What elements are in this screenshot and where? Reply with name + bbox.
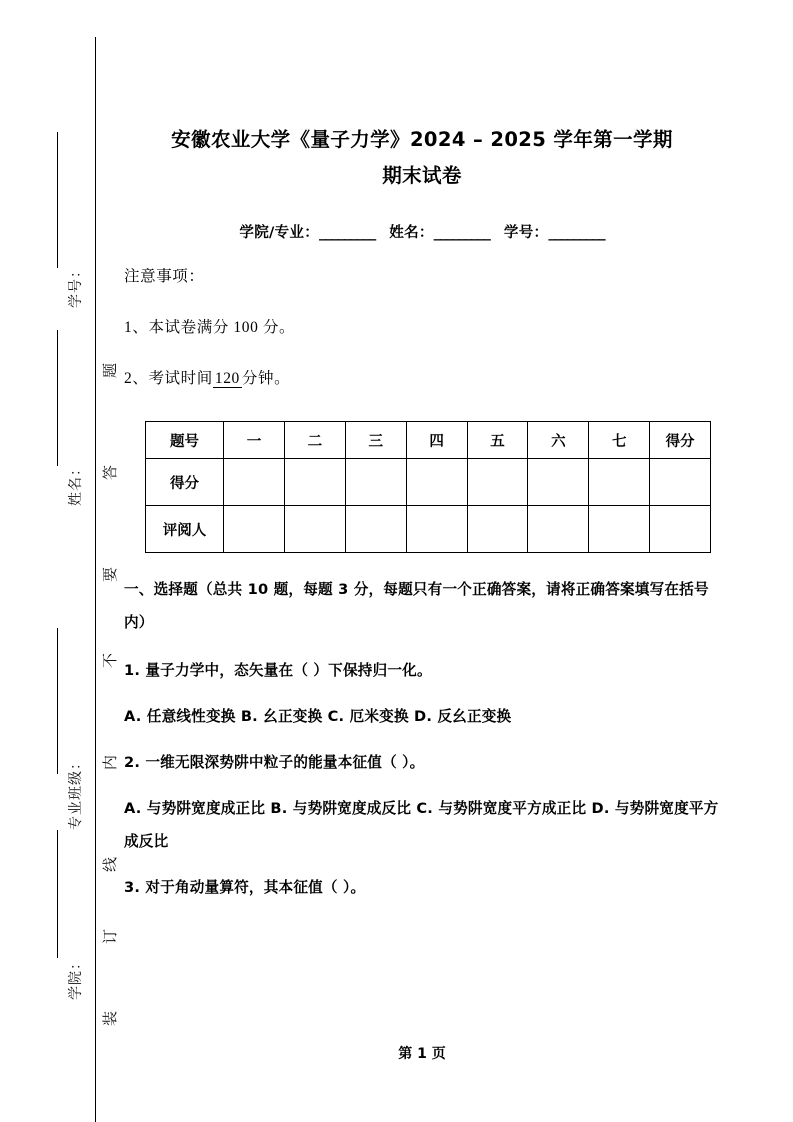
score-cell[interactable] xyxy=(467,459,528,506)
score-cell[interactable] xyxy=(528,459,589,506)
notes-item-2-suffix: 分钟。 xyxy=(241,370,291,387)
question-2-options: A. 与势阱宽度成正比 B. 与势阱宽度成反比 C. 与势阱宽度平方成正比 D. 与势阱宽度平方成反比 xyxy=(124,800,719,850)
document-body xyxy=(124,0,720,1122)
grader-cell[interactable] xyxy=(589,506,650,553)
question-1-stem: 1. 量子力学中，态矢量在（ ）下保持归一化。 xyxy=(124,662,432,679)
notes-heading: 注意事项： xyxy=(124,268,205,285)
grader-cell[interactable] xyxy=(650,506,711,553)
binding-vertical-rule xyxy=(95,37,96,1122)
notes-block xyxy=(124,268,720,387)
question-3-stem: 3. 对于角动量算符，其本征值（ ）。 xyxy=(124,879,366,896)
score-cell[interactable] xyxy=(224,459,285,506)
field-rule-college xyxy=(57,830,58,958)
score-table-col-header-3: 三 xyxy=(345,422,406,459)
score-cell[interactable] xyxy=(650,459,711,506)
binding-field-label-class: 专业班级： xyxy=(69,755,84,830)
name-field-blank[interactable]: _________ xyxy=(433,225,490,241)
field-rule-student-id xyxy=(57,132,58,268)
seal-line-char-ti: 题 xyxy=(103,361,119,378)
grader-cell[interactable] xyxy=(224,506,285,553)
seal-line-char-xian: 线 xyxy=(103,855,119,872)
binding-field-label-name: 姓名： xyxy=(69,461,84,506)
binding-field-label-college: 学院： xyxy=(69,955,84,1000)
seal-line-char-zhuang: 装 xyxy=(103,1009,119,1026)
page-title-line1: 安徽农业大学《量子力学》2024 – 2025 学年第一学期 xyxy=(171,128,673,151)
score-cell[interactable] xyxy=(284,459,345,506)
binding-field-label-student-id: 学号： xyxy=(69,263,84,308)
page-footer: 第 1 页 xyxy=(398,1046,446,1062)
seal-line-char-da: 答 xyxy=(103,463,119,480)
score-table-col-header-6: 六 xyxy=(528,422,589,459)
table-row xyxy=(146,459,711,506)
score-table-row-header-score: 得分 xyxy=(146,459,224,506)
notes-item-1: 1、本试卷满分 100 分。 xyxy=(124,319,296,336)
section-heading-multiple-choice: 一、选择题（总共 10 题，每题 3 分，每题只有一个正确答案，请将正确答案填写在括号内） xyxy=(124,581,709,631)
exam-duration-value: 120 xyxy=(214,370,240,387)
score-table-col-header-1: 一 xyxy=(224,422,285,459)
score-table-col-header-2: 二 xyxy=(284,422,345,459)
seal-line-char-nei: 内 xyxy=(103,753,119,770)
notes-item-2 xyxy=(124,370,720,387)
name-field-label: 姓名： xyxy=(389,225,434,241)
notes-item-2-prefix: 2、考试时间 xyxy=(124,370,213,387)
grader-cell[interactable] xyxy=(284,506,345,553)
grader-cell[interactable] xyxy=(406,506,467,553)
question-1-options: A. 任意线性变换 B. 幺正变换 C. 厄米变换 D. 反幺正变换 xyxy=(124,708,512,725)
student-id-field-label: 学号： xyxy=(503,225,549,241)
score-table-col-header-4: 四 xyxy=(406,422,467,459)
score-table-col-header-0: 题号 xyxy=(146,422,224,459)
student-id-field-blank[interactable]: _________ xyxy=(548,225,605,241)
score-cell[interactable] xyxy=(589,459,650,506)
seal-line-char-bu: 不 xyxy=(103,651,119,668)
score-table-row-header-grader: 评阅人 xyxy=(146,506,224,553)
student-info-fields xyxy=(124,221,720,242)
grader-cell[interactable] xyxy=(467,506,528,553)
seal-line-char-yao: 要 xyxy=(103,565,119,582)
score-table-col-header-5: 五 xyxy=(467,422,528,459)
college-field-label: 学院/专业： xyxy=(239,225,320,241)
table-row xyxy=(146,506,711,553)
seal-line-char-ding: 订 xyxy=(103,927,119,944)
score-table xyxy=(145,421,711,553)
score-cell[interactable] xyxy=(406,459,467,506)
score-table-col-header-7: 七 xyxy=(589,422,650,459)
table-row xyxy=(146,422,711,459)
questions-section xyxy=(124,573,720,904)
field-rule-name xyxy=(57,330,58,466)
score-table-col-header-8: 得分 xyxy=(650,422,711,459)
score-cell[interactable] xyxy=(345,459,406,506)
field-rule-class xyxy=(57,628,58,774)
page-title-line2: 期末试卷 xyxy=(382,164,462,187)
grader-cell[interactable] xyxy=(528,506,589,553)
college-field-blank[interactable]: _________ xyxy=(319,225,376,241)
grader-cell[interactable] xyxy=(345,506,406,553)
question-2-stem: 2. 一维无限深势阱中粒子的能量本征值（ ）。 xyxy=(124,754,425,771)
